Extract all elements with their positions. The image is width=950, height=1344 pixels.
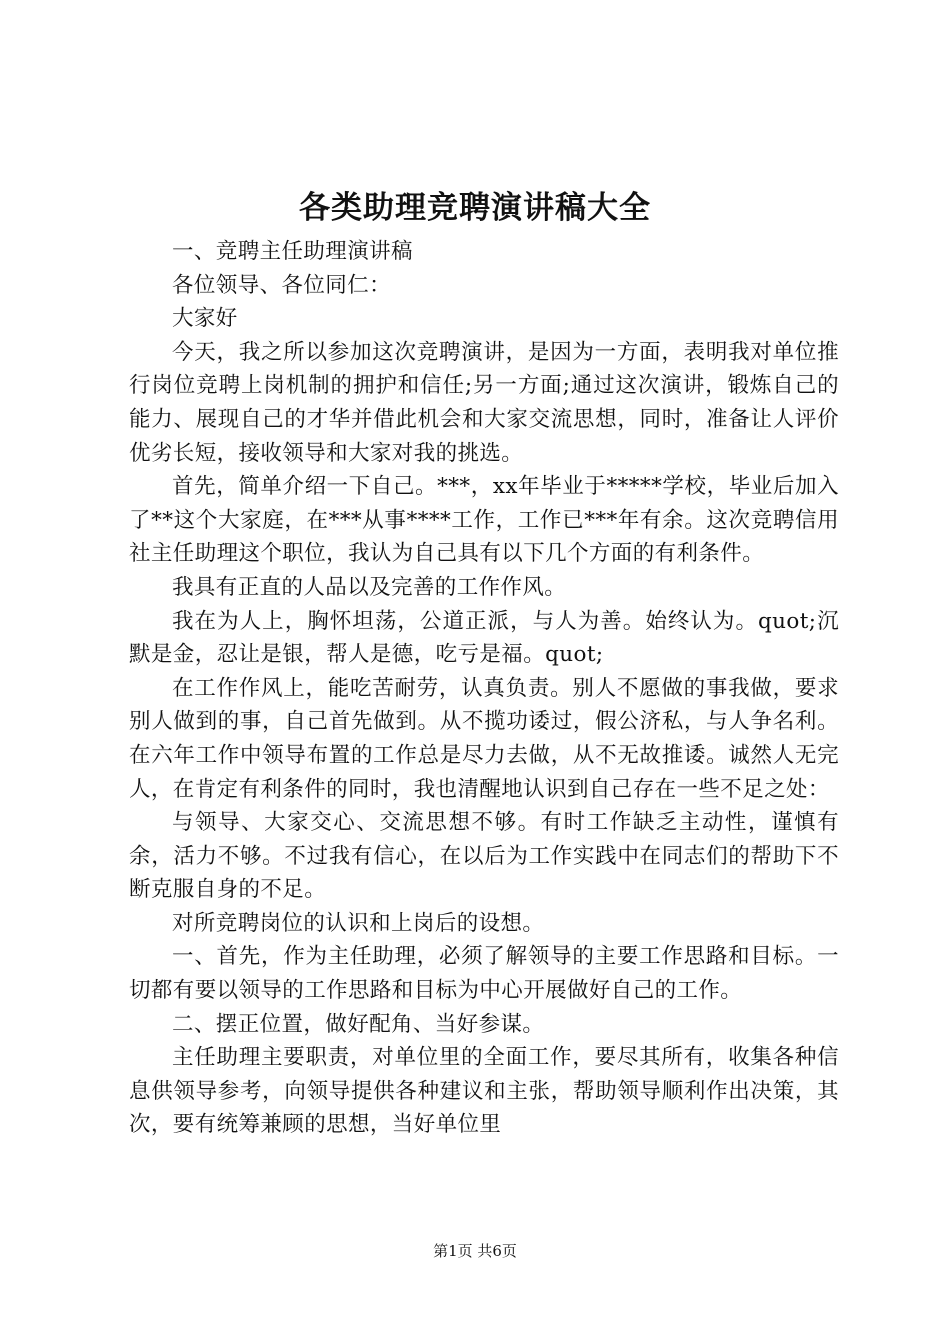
paragraph: 首先，简单介绍一下自己。***，xx年毕业于*****学校，毕业后加入了**这个大家庭，在***从事****工作，工作已***年有余。这次竞聘信用社主任助理这个职位，我认为自己具有以下几个方面的有利条件。 bbox=[129, 474, 839, 567]
paragraph: 与领导、大家交心、交流思想不够。有时工作缺乏主动性，谨慎有余，活力不够。不过我有信心，在以后为工作实践中在同志们的帮助下不断克服自身的不足。 bbox=[129, 810, 839, 903]
paragraph: 今天，我之所以参加这次竞聘演讲，是因为一方面，表明我对单位推行岗位竞聘上岗机制的拥护和信任;另一方面;通过这次演讲，锻炼自己的能力、展现自己的才华并借此机会和大家交流思想，同时，准备让人评价优劣长短，接收领导和大家对我的挑选。 bbox=[129, 339, 839, 466]
paragraph: 一、首先，作为主任助理，必须了解领导的主要工作思路和目标。一切都有要以领导的工作思路和目标为中心开展做好自己的工作。 bbox=[129, 944, 839, 1004]
paragraph-greeting: 大家好 bbox=[172, 306, 238, 332]
paragraph: 主任助理主要职责，对单位里的全面工作，要尽其所有，收集各种信息供领导参考，向领导提供各种建议和主张，帮助领导顺利作出决策，其次，要有统筹兼顾的思想，当好单位里 bbox=[129, 1045, 839, 1138]
document-title: 各类助理竞聘演讲稿大全 bbox=[299, 190, 651, 226]
paragraph: 我在为人上，胸怀坦荡，公道正派，与人为善。始终认为。quot;沉默是金，忍让是银，帮人是德，吃亏是福。quot; bbox=[129, 608, 839, 668]
paragraph-salutation: 各位领导、各位同仁： bbox=[172, 272, 392, 298]
page-footer bbox=[0, 1240, 950, 1262]
paragraph-section-heading: 一、竞聘主任助理演讲稿 bbox=[172, 239, 413, 264]
page-number-label: 第1页 共6页 bbox=[433, 1242, 517, 1260]
paragraph: 在工作作风上，能吃苦耐劳，认真负责。别人不愿做的事我做，要求别人做到的事，自己首先做到。从不揽功诿过，假公济私，与人争名利。在六年工作中领导布置的工作总是尽力去做，从不无故推诿。诚然人无完人，在肯定有利条件的同时，我也清醒地认识到自己存在一些不足之处： bbox=[129, 675, 839, 802]
paragraph: 二、摆正位置，做好配角、当好参谋。 bbox=[172, 1011, 545, 1037]
document-body bbox=[129, 235, 839, 1142]
paragraph: 我具有正直的人品以及完善的工作作风。 bbox=[172, 574, 567, 600]
paragraph: 对所竞聘岗位的认识和上岗后的设想。 bbox=[172, 910, 545, 936]
